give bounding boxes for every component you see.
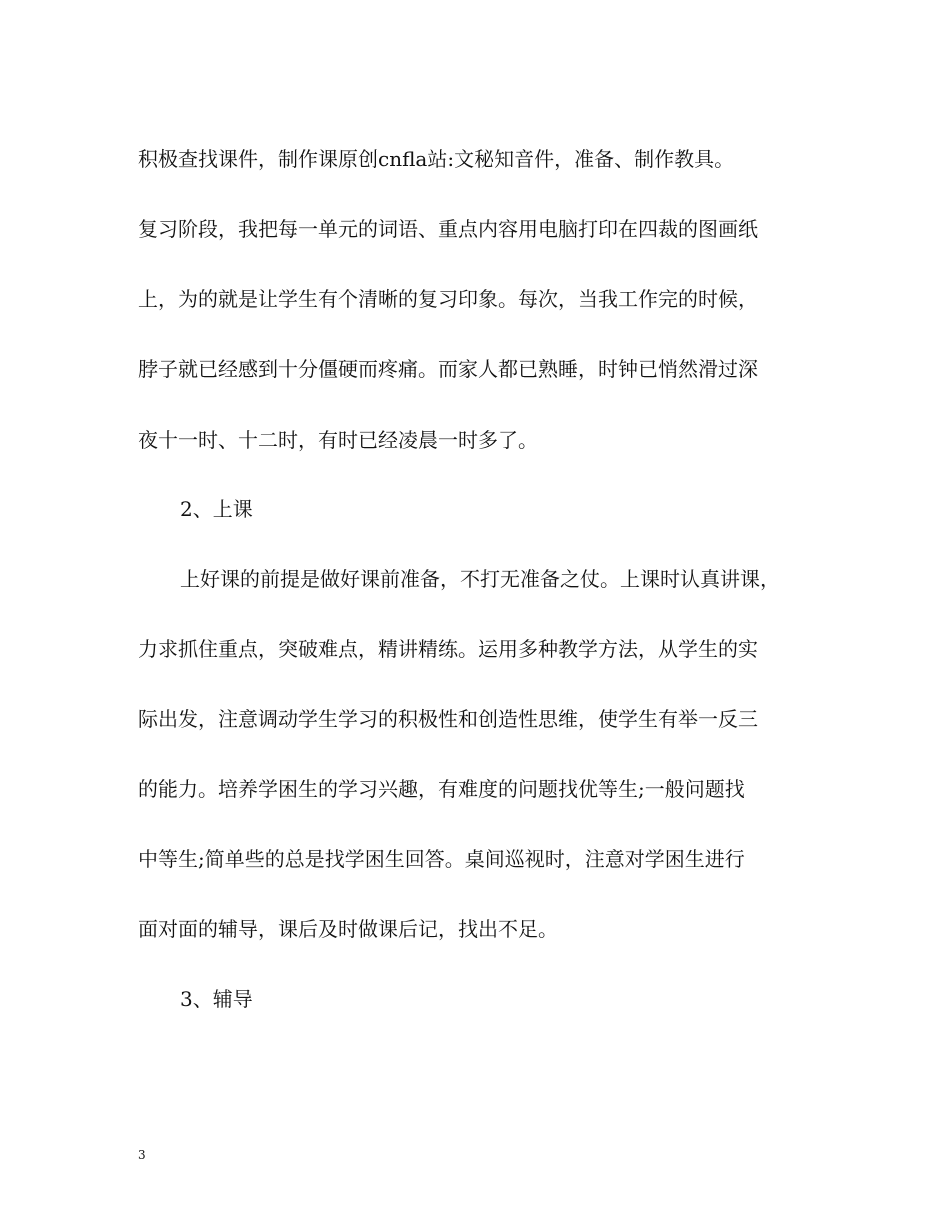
paragraph-line: 上，为的就是让学生有个清晰的复习印象。每次，当我工作完的时候， — [138, 287, 758, 311]
section-heading-3: 3、辅导 — [180, 987, 253, 1011]
paragraph-line: 中等生;简单些的总是找学困生回答。桌间巡视时，注意对学困生进行 — [138, 847, 745, 871]
paragraph-line: 脖子就已经感到十分僵硬而疼痛。而家人都已熟睡，时钟已悄然滑过深 — [138, 357, 758, 381]
page-number: 3 — [138, 1148, 146, 1162]
paragraph-line: 复习阶段，我把每一单元的词语、重点内容用电脑打印在四裁的图画纸 — [138, 217, 758, 241]
paragraph-line: 的能力。培养学困生的学习兴趣，有难度的问题找优等生;一般问题找 — [138, 777, 745, 801]
paragraph-line: 际出发，注意调动学生学习的积极性和创造性思维，使学生有举一反三 — [138, 707, 758, 731]
section-heading-2: 2、上课 — [180, 497, 253, 521]
paragraph-line: 上好课的前提是做好课前准备，不打无准备之仗。上课时认真讲课， — [180, 567, 780, 591]
paragraph-line: 力求抓住重点，突破难点，精讲精练。运用多种教学方法，从学生的实 — [138, 637, 758, 661]
paragraph-line: 积极查找课件，制作课原创cnfla站:文秘知音件，准备、制作教具。 — [138, 147, 735, 171]
paragraph-line: 面对面的辅导，课后及时做课后记，找出不足。 — [138, 917, 558, 941]
paragraph-line: 夜十一时、十二时，有时已经凌晨一时多了。 — [138, 428, 538, 452]
